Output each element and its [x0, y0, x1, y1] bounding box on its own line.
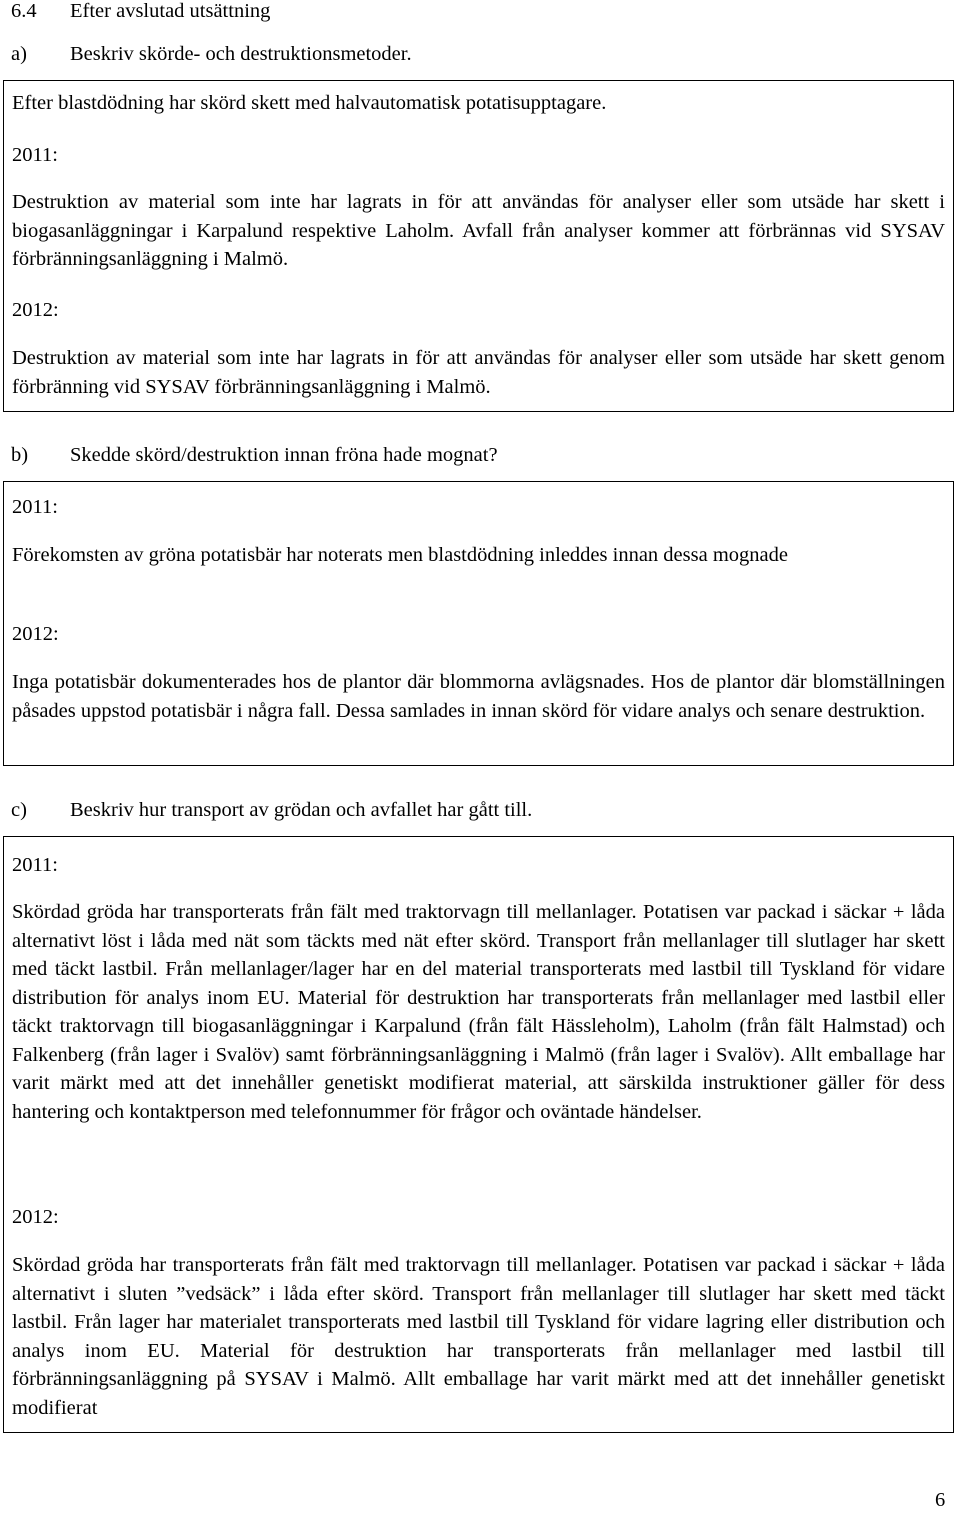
section-title: Efter avslutad utsättning [70, 0, 271, 22]
answer-box-b [3, 481, 954, 766]
answer-a-2011-text: Destruktion av material som inte har lagrats in för att användas för analyser eller som utsäde har skett i biogasanläggningar i Karpalund respektive Laholm. Avfall från analyser kommer att förbrännas vid SYSAV förbränningsanläggning i Malmö. [12, 191, 945, 270]
question-a-text: Beskriv skörde- och destruktionsmetoder. [70, 43, 412, 65]
answer-c-2011-text: Skördad gröda har transporterats från fält med traktorvagn till mellanlager. Potatisen var packad i säckar + låda alternativt löst i låda med nät som täckts med nät efter skörd. Transport från mellanlager till slutlager har skett med täckt lastbil. Från mellanlager/lager har en del material transporterats med lastbil till Tyskland för vidare distribution för analys inom EU. Material för destruktion har transporterats från mellanlager med lastbil eller täckt traktorvagn till biogasanläggningar i Karpalund (från fält Hässleholm), Laholm (från fält Halmstad) och Falkenberg (från lager i Svalöv) samt förbränningsanläggning i Malmö (från lager i Svalöv). Allt emballage har varit märkt med att det innehåller genetiskt modifierat material, att särskilda instruktioner gäller för dess hantering och kontaktperson med telefonnummer för frågor och oväntade händelser. [12, 901, 945, 1123]
question-a-label: a) [11, 43, 27, 65]
answer-box-a [3, 80, 954, 412]
question-b-label: b) [11, 444, 29, 466]
answer-b-2011-text: Förekomsten av gröna potatisbär har noterats men blastdödning inleddes innan dessa mognade [12, 544, 788, 566]
answer-b-2012-label: 2012: [12, 623, 59, 645]
answer-b-2011-label: 2011: [12, 496, 58, 518]
answer-a-2012-text: Destruktion av material som inte har lagrats in för att användas för analyser eller som utsäde har skett genom förbränning vid SYSAV förbränningsanläggning i Malmö. [12, 347, 945, 398]
question-b-text: Skedde skörd/destruktion innan fröna hade mognat? [70, 444, 498, 466]
section-number: 6.4 [11, 0, 37, 22]
answer-a-2012-label: 2012: [12, 299, 59, 321]
answer-a-intro: Efter blastdödning har skörd skett med halvautomatisk potatisupptagare. [12, 92, 607, 114]
answer-c-2012-label: 2012: [12, 1206, 59, 1228]
question-a [11, 40, 412, 69]
answer-c-2012-text: Skördad gröda har transporterats från fält med traktorvagn till mellanlager. Potatisen var packad i säckar + låda alternativt i sluten ”vedsäck” i låda efter skörd. Transport från mellanlager till slutlager har skett med täckt lastbil. Från lager har materialet transporterats med lastbil till Tyskland för vidare lagring eller distribution och analys inom EU. Material för destruktion har transporterats från mellanlager med lastbil till förbränningsanläggning på SYSAV i Malmö. Allt emballage har varit märkt med att det innehåller genetiskt modifierat [12, 1254, 945, 1419]
question-c-text: Beskriv hur transport av grödan och avfallet har gått till. [70, 799, 533, 821]
section-heading [11, 0, 270, 26]
answer-a-2011-label: 2011: [12, 144, 58, 166]
question-b [11, 441, 498, 470]
answer-b-2012-text: Inga potatisbär dokumenterades hos de plantor där blommorna avlägsnades. Hos de plantor där blomställningen påsades uppstod potatisbär i några fall. Dessa samlades in innan skörd för vidare analys och senare destruktion. [12, 671, 945, 722]
answer-box-c [3, 836, 954, 1433]
question-c [11, 796, 532, 825]
answer-c-2011-label: 2011: [12, 854, 58, 876]
question-c-label: c) [11, 799, 27, 821]
page-number: 6 [935, 1489, 946, 1511]
